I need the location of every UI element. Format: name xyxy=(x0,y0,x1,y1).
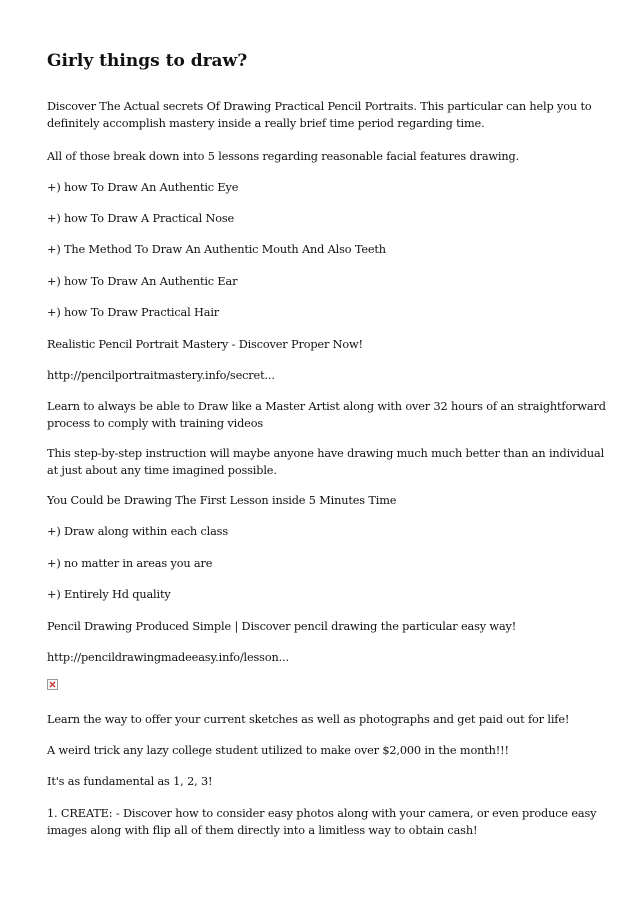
list-item-mouth: +) The Method To Draw An Authentic Mouth And Also Teeth xyxy=(47,243,386,256)
list-item-hair: +) how To Draw Practical Hair xyxy=(47,306,220,319)
paragraph-intro: Discover The Actual secrets Of Drawing Practical Pencil Portraits. This particular can help you to definitely accomplish mastery inside a really brief time period regarding time. xyxy=(47,100,592,130)
paragraph-weird-trick: A weird trick any lazy college student utilized to make over $2,000 in the month!!! xyxy=(47,744,509,757)
link-pencil-portrait[interactable]: http://pencilportraitmastery.info/secret... xyxy=(47,369,275,382)
paragraph-first-lesson: You Could be Drawing The First Lesson inside 5 Minutes Time xyxy=(47,494,397,507)
paragraph-offer-sketches: Learn the way to offer your current sketches as well as photographs and get paid out for life! xyxy=(47,713,570,726)
paragraph-create: 1. CREATE: - Discover how to consider easy photos along with your camera, or even produce easy images along with flip all of them directly into a limitless way to obtain cash! xyxy=(47,807,597,837)
paragraph-fundamental: It's as fundamental as 1, 2, 3! xyxy=(47,775,213,788)
list-item-draw-along: +) Draw along within each class xyxy=(47,525,228,538)
list-item-eye: +) how To Draw An Authentic Eye xyxy=(47,181,239,194)
broken-image-glyph xyxy=(48,680,57,689)
paragraph-step-by-step: This step-by-step instruction will maybe anyone have drawing much much better than an individual at just about any time imagined possible. xyxy=(47,447,605,477)
paragraph-lessons: All of those break down into 5 lessons regarding reasonable facial features drawing. xyxy=(47,150,520,163)
broken-image-icon xyxy=(47,679,58,690)
list-item-hd-quality: +) Entirely Hd quality xyxy=(47,588,171,601)
paragraph-pencil-drawing: Pencil Drawing Produced Simple | Discover pencil drawing the particular easy way! xyxy=(47,620,517,633)
list-item-areas: +) no matter in areas you are xyxy=(47,557,213,570)
paragraph-master-artist: Learn to always be able to Draw like a Master Artist along with over 32 hours of an straightforward process to comply with training videos xyxy=(47,400,606,430)
page-title: Girly things to draw? xyxy=(47,51,248,71)
link-pencil-drawing[interactable]: http://pencildrawingmadeeasy.info/lesson... xyxy=(47,651,289,664)
list-item-nose: +) how To Draw A Practical Nose xyxy=(47,212,235,225)
paragraph-mastery: Realistic Pencil Portrait Mastery - Discover Proper Now! xyxy=(47,338,363,351)
list-item-ear: +) how To Draw An Authentic Ear xyxy=(47,275,238,288)
